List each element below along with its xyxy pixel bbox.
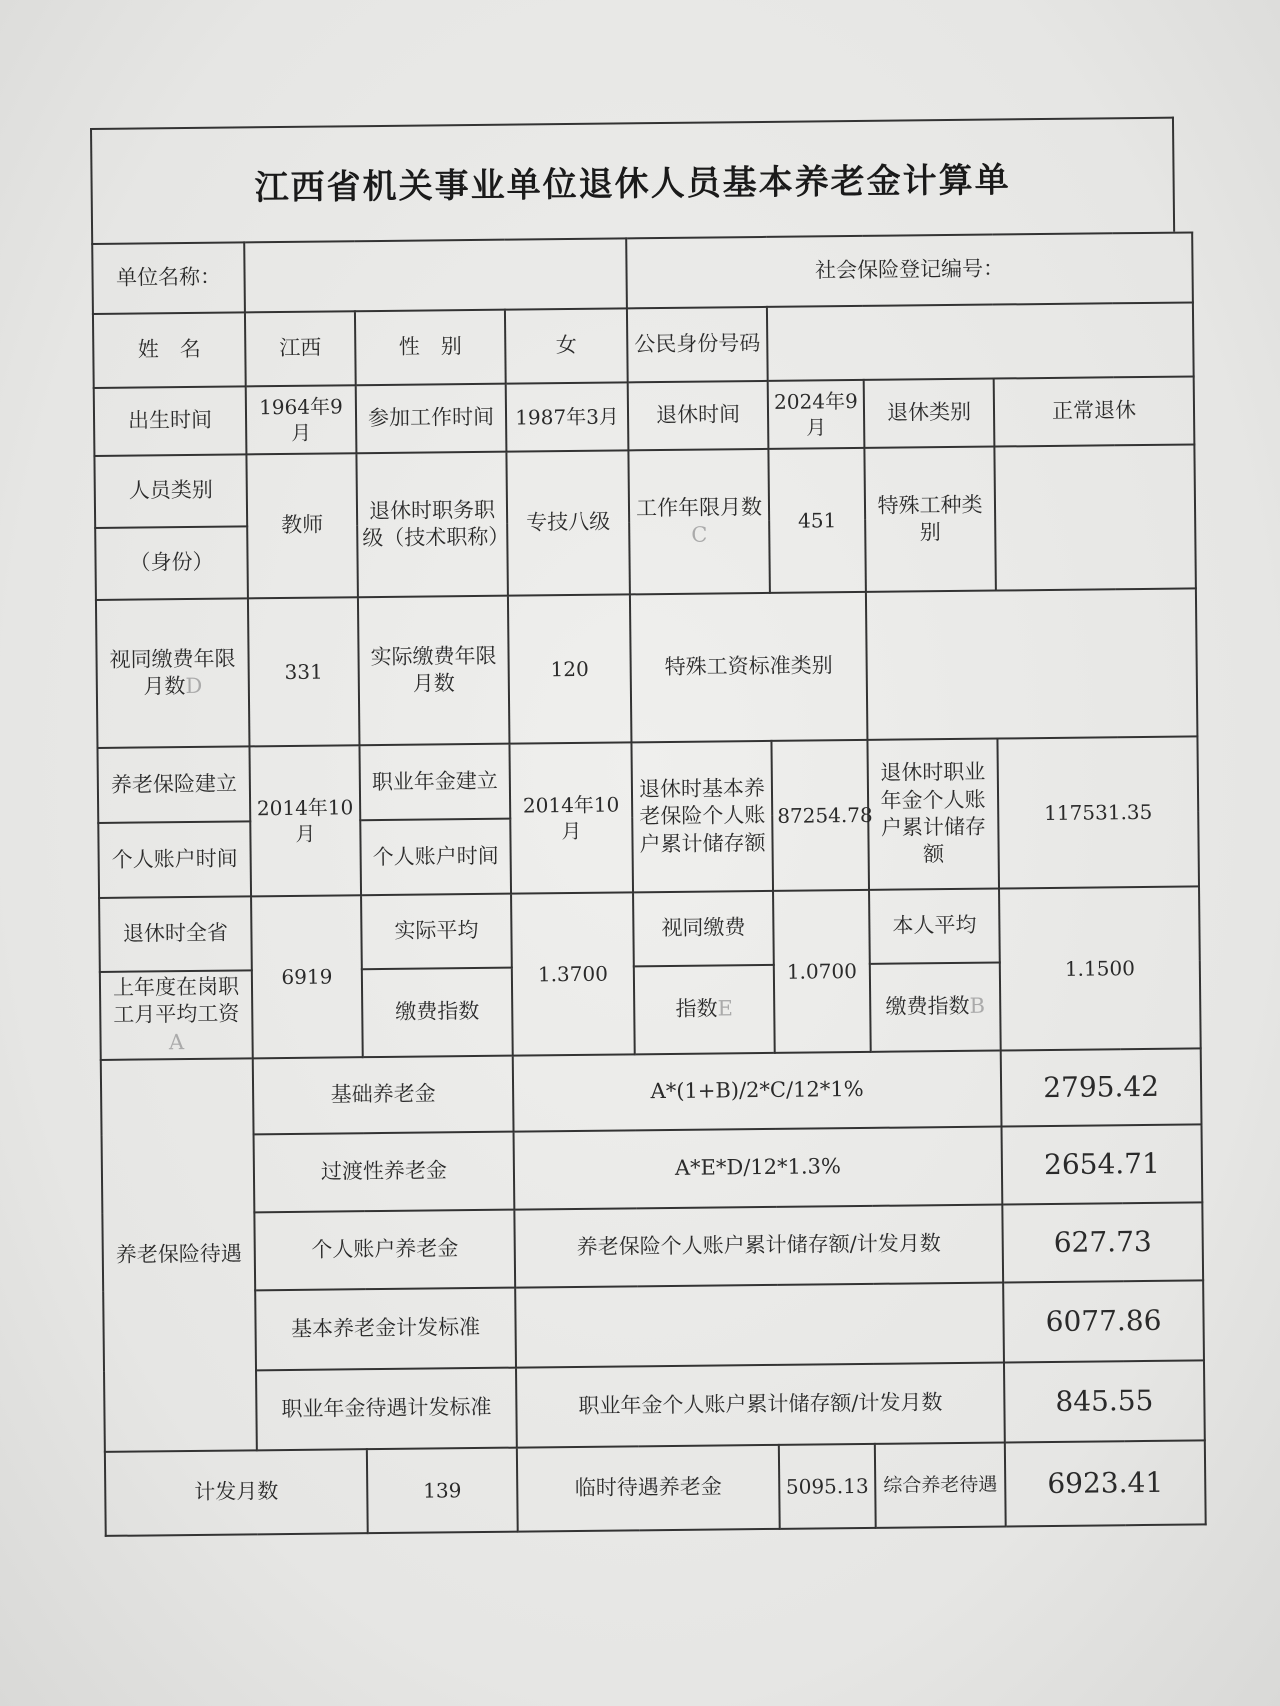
retire-type-label: 退休类别	[864, 379, 995, 448]
birth-value: 1964年9月	[246, 385, 357, 454]
id-value	[767, 302, 1194, 380]
pension-account-value: 2014年10月	[249, 745, 361, 896]
actual-months-value: 120	[508, 594, 632, 743]
benefit-name: 基本养老金计发标准	[255, 1288, 516, 1371]
deemed-months-value: 331	[248, 597, 360, 746]
avg-wage-variable: A	[168, 1029, 185, 1054]
deemed-index-variable: E	[717, 996, 734, 1021]
id-label: 公民身份号码	[627, 307, 768, 382]
benefit-row	[101, 1048, 1202, 1136]
benefit-formula: 养老保险个人账户累计储存额/计发月数	[514, 1204, 1003, 1287]
pension-form-sheet	[90, 116, 1216, 1638]
name-label: 姓 名	[93, 312, 246, 388]
benefit-name: 职业年金待遇计发标准	[256, 1367, 517, 1450]
pension-balance-value: 87254.78	[771, 740, 869, 891]
special-wage-value	[866, 588, 1198, 739]
own-index-label: 本人平均	[869, 889, 1000, 964]
actual-months-label: 实际缴费年限月数	[358, 596, 510, 746]
benefit-name: 个人账户养老金	[254, 1210, 515, 1291]
gender-value: 女	[505, 308, 628, 383]
deemed-index-label-2	[634, 965, 775, 1054]
retire-time-label: 退休时间	[628, 381, 769, 450]
unit-name-value	[244, 238, 627, 312]
pay-months-value: 139	[367, 1447, 518, 1533]
own-index-label-2	[870, 963, 1001, 1052]
work-months-variable: C	[691, 522, 708, 547]
work-months-label	[628, 449, 770, 594]
avg-wage-label: 退休时全省	[99, 896, 252, 972]
actual-index-label-2: 缴费指数	[362, 968, 513, 1057]
temp-pension-label: 临时待遇养老金	[517, 1445, 780, 1532]
actual-index-label: 实际平均	[361, 894, 512, 970]
deemed-index-value: 1.0700	[773, 890, 871, 1053]
annuity-balance-label: 退休时职业年金个人账户累计储存额	[867, 739, 999, 890]
special-wage-label: 特殊工资标准类别	[630, 592, 868, 742]
duty-label: 退休时职务职级（技术职称）	[356, 452, 507, 598]
unit-name-label: 单位名称：	[92, 242, 245, 314]
retire-type-value: 正常退休	[994, 376, 1195, 446]
annuity-account-label: 职业年金建立	[359, 744, 510, 821]
total-label: 综合养老待遇	[875, 1442, 1006, 1527]
benefit-amount: 6077.86	[1003, 1280, 1204, 1362]
benefit-amount: 2795.42	[1001, 1048, 1202, 1126]
deemed-index-label: 视同缴费	[633, 891, 774, 966]
benefit-name: 基础养老金	[253, 1056, 514, 1135]
avg-wage-label-text: 上年度在岗职工月平均工资	[112, 974, 240, 1028]
pension-calculation-table	[91, 231, 1207, 1536]
avg-wage-label-2	[100, 970, 253, 1059]
work-months-value: 451	[768, 448, 866, 593]
birth-label: 出生时间	[94, 386, 247, 456]
avg-wage-value: 6919	[251, 895, 363, 1058]
ss-registration-label: 社会保险登记编号：	[626, 232, 1193, 308]
pension-balance-label: 退休时基本养老保险个人账户累计储存额	[631, 741, 773, 892]
pay-months-label: 计发月数	[105, 1449, 368, 1536]
work-start-value: 1987年3月	[506, 382, 629, 451]
special-type-value	[994, 444, 1196, 590]
actual-index-value: 1.3700	[511, 892, 635, 1055]
benefit-amount: 627.73	[1002, 1202, 1203, 1282]
form-title: 江西省机关事业单位退休人员基本养老金计算单	[254, 160, 1011, 209]
benefit-name: 过渡性养老金	[254, 1132, 515, 1213]
own-index-value: 1.1500	[999, 886, 1201, 1050]
annuity-account-value: 2014年10月	[509, 742, 633, 893]
pension-account-label: 养老保险建立	[97, 746, 250, 823]
benefit-row	[104, 1360, 1205, 1452]
temp-pension-value: 5095.13	[779, 1444, 876, 1529]
own-index-label-text: 缴费指数	[885, 994, 970, 1020]
deemed-index-label-text: 指数	[675, 996, 718, 1022]
benefit-formula: 职业年金个人账户累计储存额/计发月数	[516, 1362, 1005, 1447]
benefit-row	[102, 1202, 1203, 1292]
special-type-label: 特殊工种类别	[864, 447, 996, 592]
annuity-balance-value: 117531.35	[997, 736, 1199, 888]
benefits-label: 养老保险待遇	[101, 1058, 257, 1452]
deemed-months-label	[96, 598, 250, 748]
name-value: 江西	[245, 311, 356, 386]
retire-time-value: 2024年9月	[768, 380, 865, 449]
benefit-amount: 2654.71	[1002, 1124, 1203, 1204]
deemed-months-label-text: 视同缴费年限月数	[109, 646, 236, 699]
title-box	[90, 117, 1175, 243]
own-index-variable: B	[969, 993, 986, 1019]
benefit-formula: A*E*D/12*1.3%	[514, 1126, 1003, 1209]
work-start-label: 参加工作时间	[356, 384, 507, 454]
total-value: 6923.41	[1005, 1440, 1206, 1526]
person-type-label-identity: （身份）	[95, 526, 248, 600]
duty-value: 专技八级	[506, 450, 630, 595]
person-type-value: 教师	[246, 453, 358, 598]
person-type-label: 人员类别	[94, 454, 247, 528]
benefit-row	[102, 1124, 1203, 1214]
pension-account-label-2: 个人账户时间	[98, 821, 251, 898]
benefit-formula: A*(1+B)/2*C/12*1%	[513, 1050, 1002, 1131]
gender-label: 性 别	[355, 310, 506, 386]
work-months-label-text: 工作年限月数	[635, 494, 763, 521]
annuity-account-label-2: 个人账户时间	[360, 819, 511, 896]
deemed-months-variable: D	[185, 673, 203, 699]
benefit-formula	[515, 1282, 1004, 1367]
benefit-amount: 845.55	[1004, 1360, 1205, 1442]
benefit-row	[103, 1280, 1204, 1372]
